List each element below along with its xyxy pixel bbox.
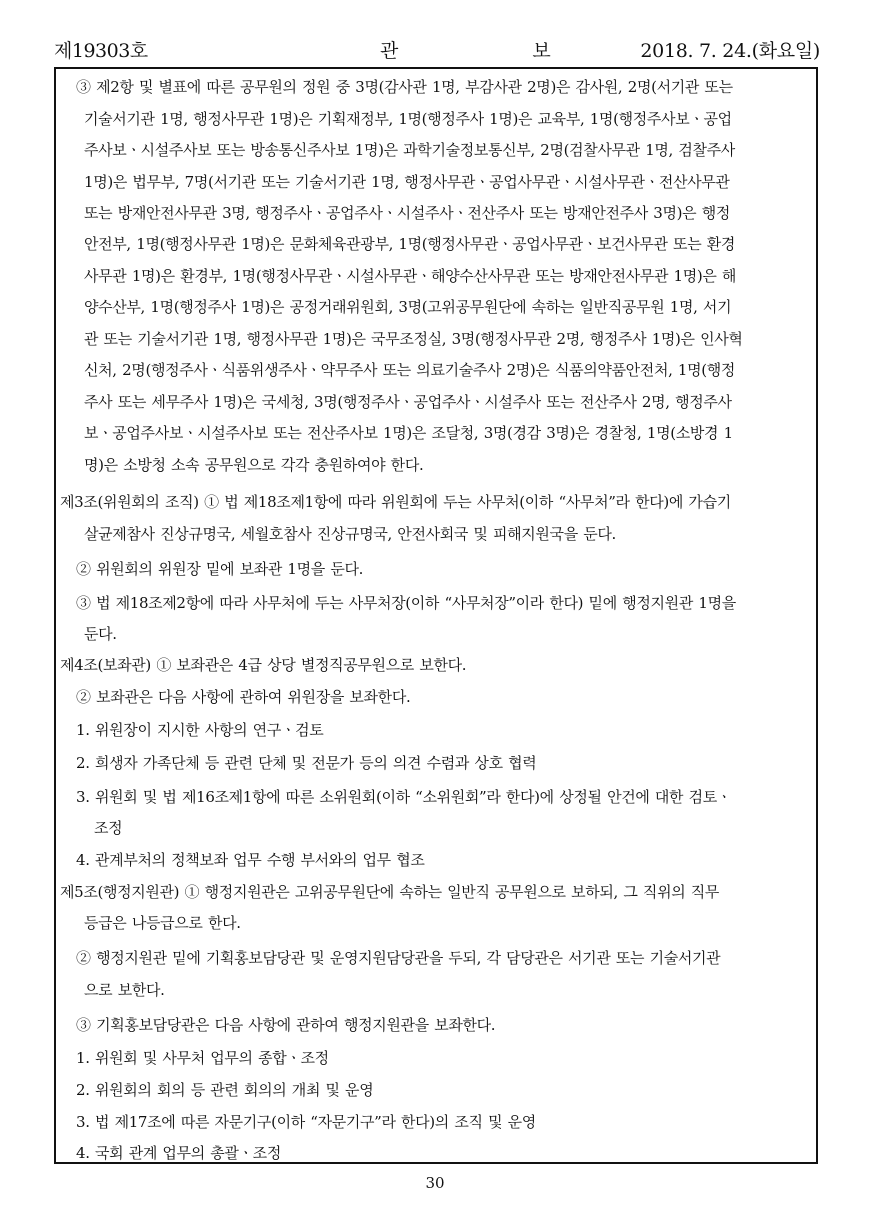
text-line: ③ 법 제18조제2항에 따라 사무처에 두는 사무처장(이하 “사무처장”이라 한다) 밑에 행정지원관 1명을 <box>76 594 736 612</box>
text-line: 조정 <box>94 819 123 837</box>
list-item: 3. 위원회 및 법 제16조제1항에 따른 소위원회(이하 “소위원회”라 한다)에 상정될 안건에 대한 검토ㆍ <box>76 788 732 806</box>
text-line: ② 보좌관은 다음 사항에 관하여 위원장을 보좌한다. <box>76 688 411 706</box>
gazette-title: 관 보 <box>380 40 615 62</box>
issue-number: 제19303호 <box>54 40 148 62</box>
text-line: ③ 제2항 및 별표에 따른 공무원의 정원 중 3명(감사관 1명, 부감사관 2명)은 감사원, 2명(서기관 또는 <box>76 78 733 96</box>
text-line: ② 행정지원관 밑에 기획홍보담당관 및 운영지원담당관을 두되, 각 담당관은 서기관 또는 기술서기관 <box>76 949 721 967</box>
text-line: 관 또는 기술서기관 1명, 행정사무관 1명)은 국무조정실, 3명(행정사무관 2명, 행정주사 1명)은 인사혁 <box>84 330 743 348</box>
text-line: 주사 또는 세무주사 1명)은 국세청, 3명(행정주사ㆍ공업주사ㆍ시설주사 또는 전산주사 2명, 행정주사 <box>84 393 732 411</box>
list-item: 2. 위원회의 회의 등 관련 회의의 개최 및 운영 <box>76 1081 374 1099</box>
list-item: 1. 위원회 및 사무처 업무의 종합ㆍ조정 <box>76 1049 329 1067</box>
text-line: 양수산부, 1명(행정주사 1명)은 공정거래위원회, 3명(고위공무원단에 속하는 일반직공무원 1명, 서기 <box>84 298 732 316</box>
text-line: 주사보ㆍ시설주사보 또는 방송통신주사보 1명)은 과학기술정보통신부, 2명(검찰사무관 1명, 검찰주사 <box>84 141 735 159</box>
list-item: 4. 국회 관계 업무의 총괄ㆍ조정 <box>76 1144 281 1162</box>
list-item: 3. 법 제17조에 따른 자문기구(이하 “자문기구”라 한다)의 조직 및 운영 <box>76 1113 536 1131</box>
text-line: 기술서기관 1명, 행정사무관 1명)은 기획재정부, 1명(행정주사 1명)은 교육부, 1명(행정주사보ㆍ공업 <box>84 110 732 128</box>
text-line: ② 위원회의 위원장 밑에 보좌관 1명을 둔다. <box>76 560 364 578</box>
list-item: 1. 위원장이 지시한 사항의 연구ㆍ검토 <box>76 721 324 739</box>
article-heading: 제3조(위원회의 조직) ① 법 제18조제1항에 따라 위원회에 두는 사무처(이하 “사무처”라 한다)에 가습기 <box>60 493 731 511</box>
text-line: 명)은 소방청 소속 공무원으로 각각 충원하여야 한다. <box>84 456 424 474</box>
text-line: 신처, 2명(행정주사ㆍ식품위생주사ㆍ약무주사 또는 의료기술주사 2명)은 식품의약품안전처, 1명(행정 <box>84 361 736 379</box>
article-heading: 제4조(보좌관) ① 보좌관은 4급 상당 별정직공무원으로 보한다. <box>60 656 467 674</box>
text-line: 둔다. <box>84 625 117 643</box>
issue-date: 2018. 7. 24.(화요일) <box>640 40 820 62</box>
text-line: ③ 기획홍보담당관은 다음 사항에 관하여 행정지원관을 보좌한다. <box>76 1016 496 1034</box>
text-line: 안전부, 1명(행정사무관 1명)은 문화체육관광부, 1명(행정사무관ㆍ공업사무관ㆍ보건사무관 또는 환경 <box>84 235 736 253</box>
list-item: 4. 관계부처의 정책보좌 업무 수행 부서와의 업무 협조 <box>76 851 425 869</box>
list-item: 2. 희생자 가족단체 등 관련 단체 및 전문가 등의 의견 수렴과 상호 협력 <box>76 754 537 772</box>
article-heading: 제5조(행정지원관) ① 행정지원관은 고위공무원단에 속하는 일반직 공무원으로 보하되, 그 직위의 직무 <box>60 883 720 901</box>
text-line: 등급은 나등급으로 한다. <box>84 914 241 932</box>
text-line: 사무관 1명)은 환경부, 1명(행정사무관ㆍ시설사무관ㆍ해양수산사무관 또는 방재안전사무관 1명)은 해 <box>84 267 737 285</box>
page-header <box>54 38 820 68</box>
text-line: 보ㆍ공업주사보ㆍ시설주사보 또는 전산주사보 1명)은 조달청, 3명(경감 3명)은 경찰청, 1명(소방경 1 <box>84 424 733 442</box>
text-line: 1명)은 법무부, 7명(서기관 또는 기술서기관 1명, 행정사무관ㆍ공업사무관ㆍ시설사무관ㆍ전산사무관 <box>84 173 730 191</box>
page-number: 30 <box>425 1174 445 1192</box>
text-line: 으로 보한다. <box>84 981 165 999</box>
text-line: 또는 방재안전사무관 3명, 행정주사ㆍ공업주사ㆍ시설주사ㆍ전산주사 또는 방재안전주사 3명)은 행정 <box>84 204 730 222</box>
text-line: 살균제참사 진상규명국, 세월호참사 진상규명국, 안전사회국 및 피해지원국을 둔다. <box>84 525 616 543</box>
content-frame <box>54 67 818 1164</box>
